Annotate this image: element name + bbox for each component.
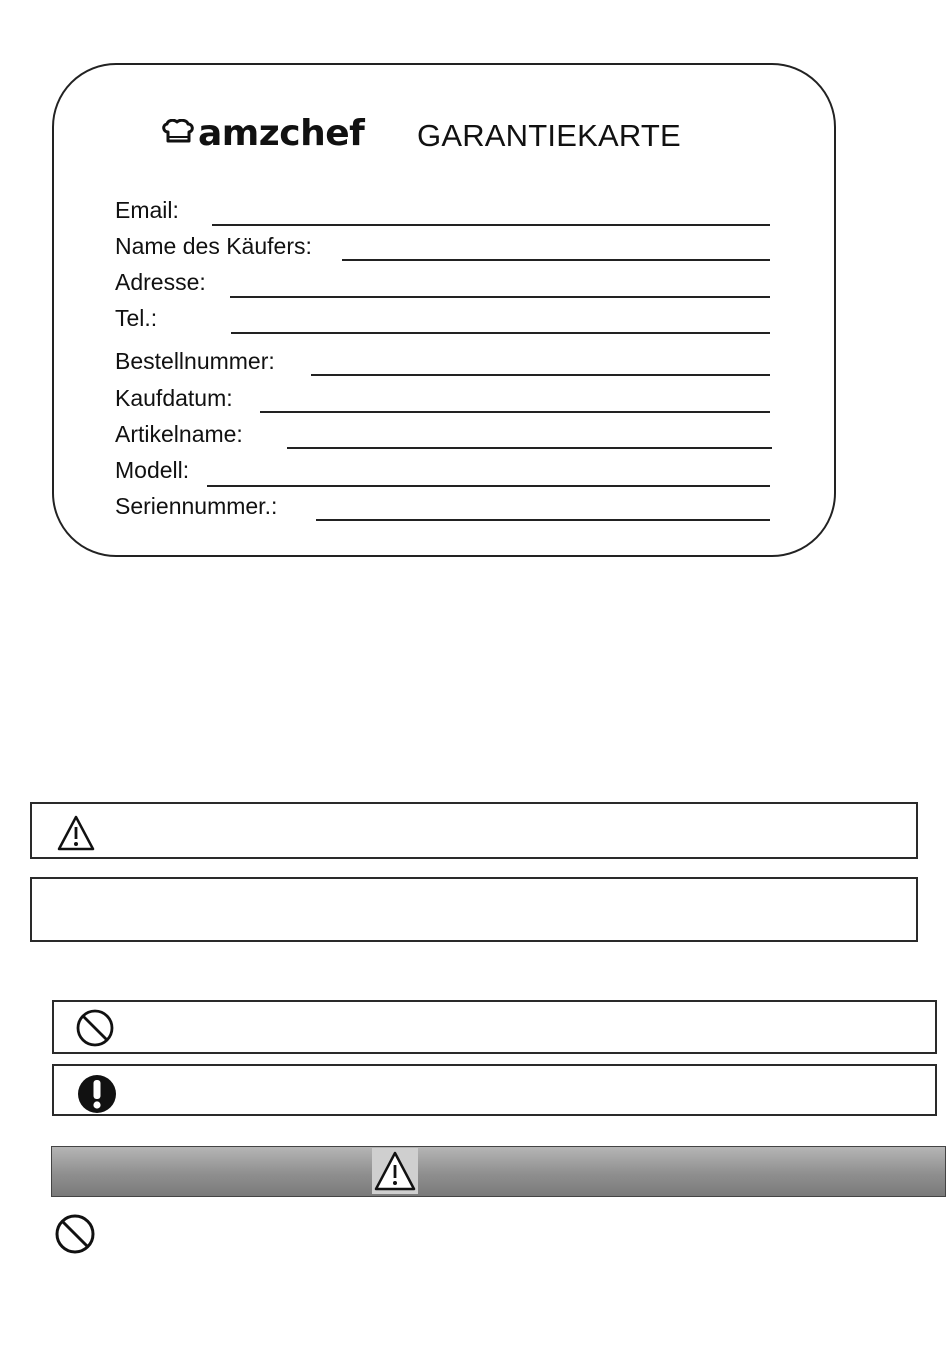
field-label-article-name: Artikelname: — [115, 421, 243, 447]
field-line-phone[interactable] — [231, 332, 770, 334]
field-label-purchase-date: Kaufdatum: — [115, 385, 233, 411]
card-title: GARANTIEKARTE — [417, 118, 681, 153]
field-line-email[interactable] — [212, 224, 770, 226]
prohibition-box — [52, 1000, 937, 1054]
mandatory-box — [52, 1064, 937, 1116]
field-label-buyer-name: Name des Käufers: — [115, 233, 312, 259]
prohibition-icon — [74, 1008, 116, 1048]
prohibition-icon — [52, 1213, 98, 1255]
field-line-order-number[interactable] — [311, 374, 770, 376]
field-line-address[interactable] — [230, 296, 770, 298]
field-line-serial-number[interactable] — [316, 519, 770, 521]
field-label-address: Adresse: — [115, 269, 206, 295]
field-label-model: Modell: — [115, 457, 190, 483]
field-label-email: Email: — [115, 197, 179, 223]
chef-hat-icon — [160, 119, 196, 149]
field-line-article-name[interactable] — [287, 447, 772, 449]
warning-banner — [51, 1146, 946, 1197]
field-line-buyer-name[interactable] — [342, 259, 770, 261]
brand-logo — [160, 112, 364, 156]
warning-triangle-icon — [372, 1148, 418, 1194]
field-line-purchase-date[interactable] — [260, 411, 770, 413]
exclamation-circle-icon — [76, 1074, 118, 1114]
field-label-order-number: Bestellnummer: — [115, 348, 275, 374]
field-label-phone: Tel.: — [115, 305, 158, 331]
warning-box — [30, 802, 918, 859]
empty-notice-box — [30, 877, 918, 942]
field-line-model[interactable] — [207, 485, 770, 487]
field-label-serial-number: Seriennummer.: — [115, 493, 278, 519]
warning-triangle-icon — [56, 814, 96, 852]
brand-name: amzchef — [198, 113, 365, 154]
